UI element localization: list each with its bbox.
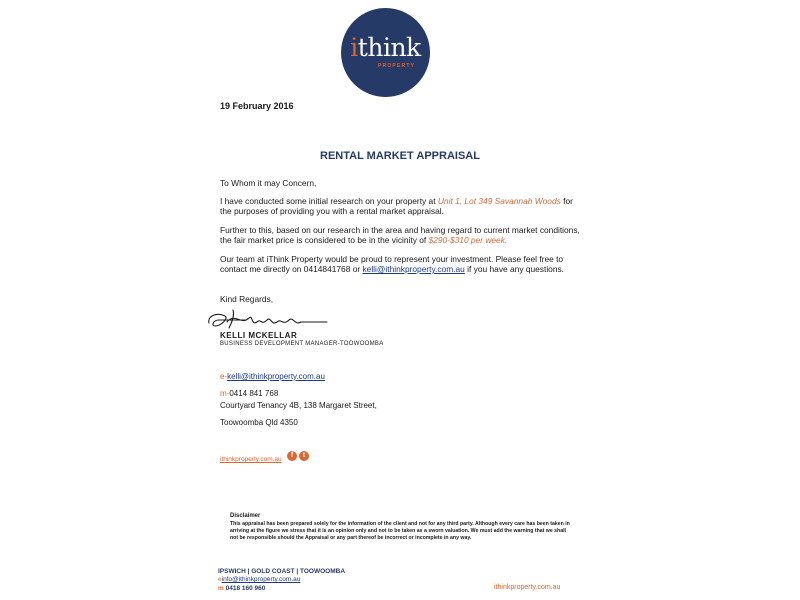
contact-email: e-kelli@ithinkproperty.com.au bbox=[220, 372, 325, 381]
contact-address-line1: Courtyard Tenancy 4B, 138 Margaret Street, bbox=[220, 401, 377, 410]
email-link[interactable]: kelli@ithinkproperty.com.au bbox=[362, 264, 465, 274]
footer-website[interactable]: ithinkproperty.com.au bbox=[494, 584, 561, 591]
facebook-icon[interactable]: f bbox=[287, 451, 297, 461]
footer-email: einfo@ithinkproperty.com.au bbox=[218, 576, 301, 583]
signatory-name: KELLI MCKELLAR bbox=[220, 331, 298, 340]
logo-subtitle: PROPERTY bbox=[378, 63, 416, 69]
letter-title: RENTAL MARKET APPRAISAL bbox=[320, 150, 480, 162]
footer-email-link[interactable]: info@ithinkproperty.com.au bbox=[221, 576, 301, 583]
footer-phone: m 0418 160 960 bbox=[218, 585, 266, 592]
disclaimer-text: This appraisal has been prepared solely for the information of the client and not for any third party. Although every care has been taken in arriving at the figure we stress that it is an opinion only and not to be taken as a sworn valuation. We must add the warning that we shall not be responsible should the Appraisal or any part thereof be incorrect or incomplete in any way. bbox=[230, 521, 570, 542]
letter-date: 19 February 2016 bbox=[220, 101, 294, 111]
twitter-icon[interactable]: t bbox=[299, 451, 309, 461]
contact-phone: m-0414 841 768 bbox=[220, 389, 279, 398]
website-link[interactable]: ithinkproperty.com.au bbox=[220, 456, 282, 463]
footer-locations: IPSWICH | GOLD COAST | TOOWOOMBA bbox=[218, 568, 346, 575]
closing: Kind Regards, bbox=[220, 294, 274, 304]
paragraph-contact: Our team at iThink Property would be proud to represent your investment. Please feel free to contact me directly on 0414841768 or kelli@ithinkproperty.com.au if you have any questions. bbox=[220, 254, 565, 274]
ithink-logo bbox=[341, 8, 430, 97]
paragraph-price: Further to this, based on our research in the area and having regard to current market conditions, the fair market price is considered to be in the vicinity of $290-$310 per week. bbox=[220, 225, 580, 245]
logo-wordmark: ithink bbox=[350, 33, 421, 62]
handwritten-signature bbox=[205, 304, 335, 334]
greeting: To Whom it may Concern, bbox=[220, 178, 317, 188]
paragraph-research: I have conducted some initial research on your property at Unit 1, Lot 349 Savannah Woods for the purposes of providing you with a rental market appraisal. bbox=[220, 196, 573, 216]
contact-email-link[interactable]: kelli@ithinkproperty.com.au bbox=[227, 372, 325, 381]
signatory-role: BUSINESS DEVELOPMENT MANAGER-TOOWOOMBA bbox=[220, 341, 384, 347]
rent-range: $290-$310 per week. bbox=[428, 235, 508, 245]
property-address: Unit 1, Lot 349 Savannah Woods bbox=[437, 196, 561, 206]
disclaimer-title: Disclaimer bbox=[230, 513, 261, 519]
contact-address-line2: Toowoomba Qld 4350 bbox=[220, 418, 298, 427]
